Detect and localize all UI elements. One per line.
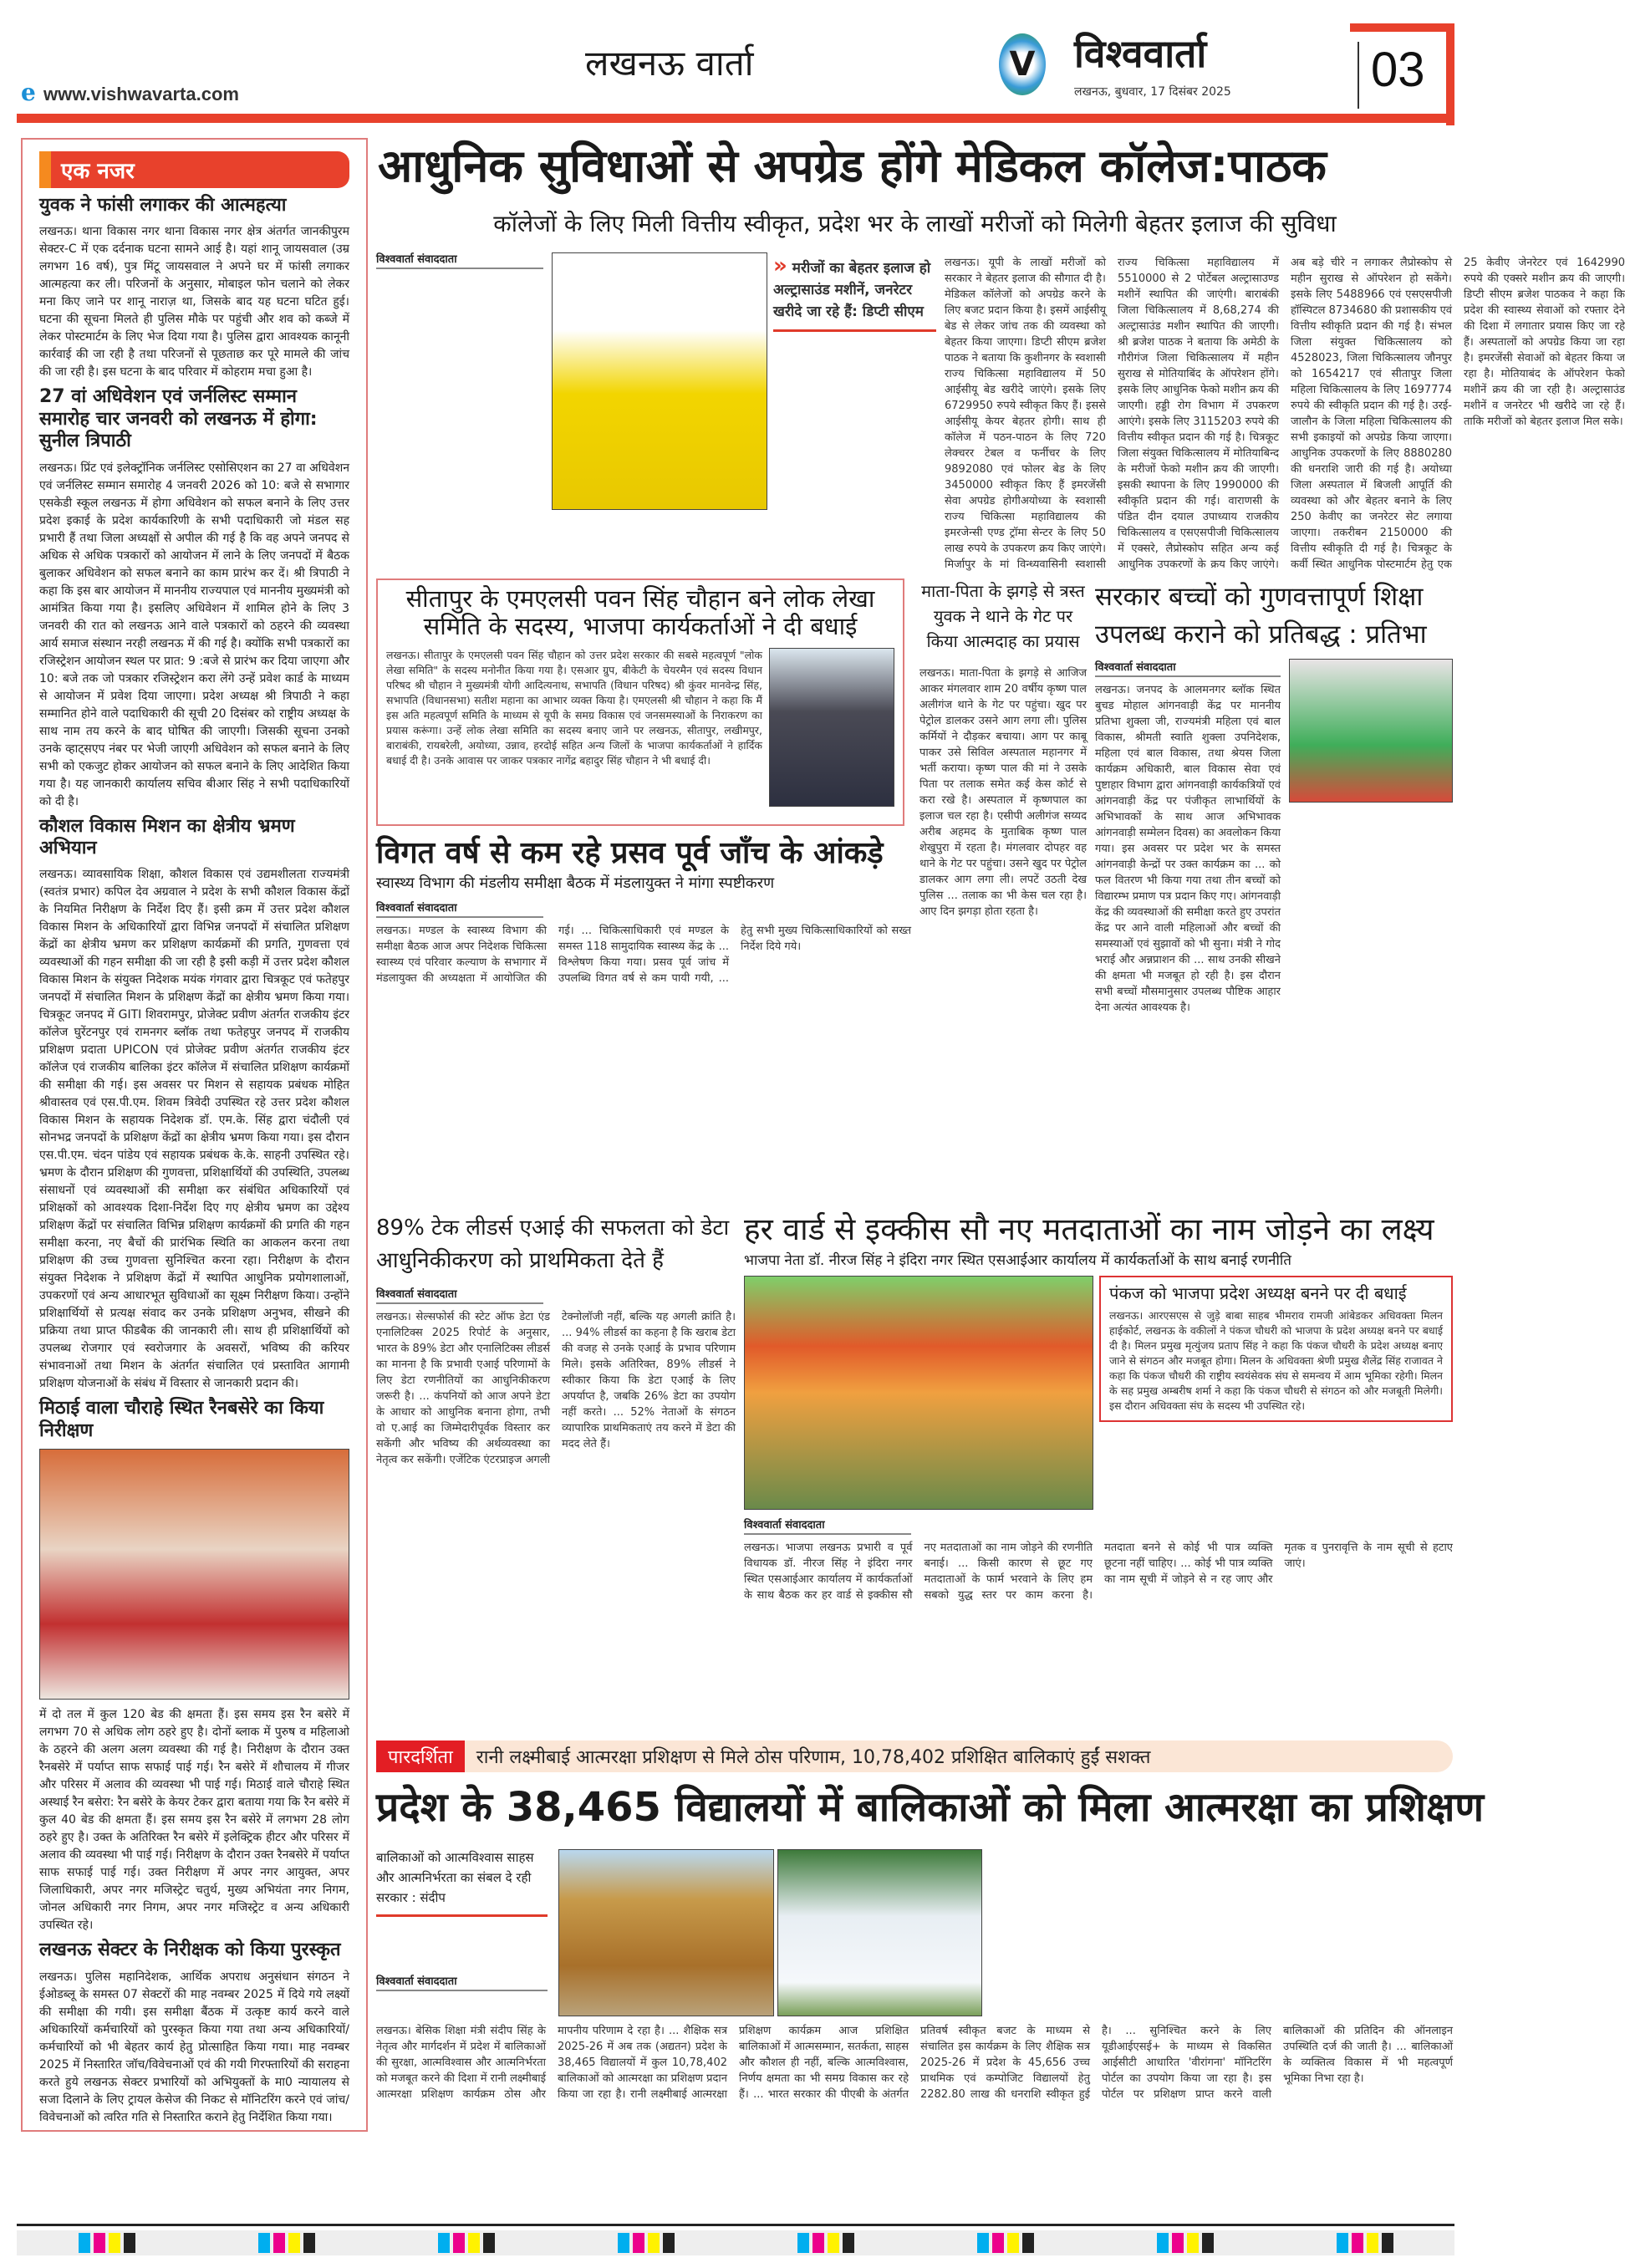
header-rule: [17, 114, 1454, 123]
transparency-banner: [376, 1740, 1453, 1772]
website-logo-icon: e: [21, 79, 36, 106]
story-headline: मिठाई वाला चौराहे स्थित रैनबसेरे का किया निरीक्षण: [39, 1398, 324, 1441]
cmyk-marks: [258, 2233, 315, 2253]
lead-body: लखनऊ। यूपी के लाखों मरीजों को सरकार ने बेहतर इलाज की सौगात दी है। मेडिकल कॉलेजों को अपग्रेड करने के लिए बजट प्रदान किया है। इसमें आईसीयू बेड से लेकर जांच तक की व्यवस्था को बेहतर किया जाएगा। डिप्टी सीएम ब्रजेश पाठक ने बताया कि कुशीनगर के स्वशासी राज्य चिकित्सा महाविद्यालय में 50 आईसीयू बेड खरीदे जाएंगे। इसके लिए 6729950 रुपये स्वीकृत किए हैं। इससे आईसीयू केयर बेहतर होगी। साथ ही कॉलेज में पठन-पाठन के लिए 720 लेक्चरर टेबल व फर्नीचर के लिए 9892080 एवं फोलर बेड के लिए 3450000 स्वीकृत किए हैं इमरजेंसी सेवा अपग्रेड होगीअयोध्या के स्वशासी राज्य चिकित्सा महाविद्यालय की इमरजेन्सी एण्ड ट्रॉमा सेन्टर के लिए 50 लाख रुपये के उपकरण क्रय किए जाएंगे। मिर्जापुर के मां विन्ध्यवासिनी स्वशासी राज्य चिकित्सा महाविद्यालय में 5510000 से 2 पोर्टेबल अल्ट्रासाउण्ड मशीनें स्थापित की जाएंगी। बाराबंकी जिला चिकित्सालय में 8,68,274 की अल्ट्रासाउंड मशीन स्थापित की जाएगी। श्री ब्रजेश पाठक ने बताया कि अमेठी के गौरीगंज जिला चिकित्सालय में महीन सुराख से मोतियाबिंद के ऑपरेशन होंगे। इसके लिए आधुनिक फेको मशीन क्रय की जाएगी। हड्डी रोग विभाग में उपकरण आएंगे। इसके लिए 3115203 रुपये की वित्तीय स्वीकृत प्रदान की गई है। चित्रकूट जिला संयुक्त चिकित्सालय में मोतियाबिन्द के मरीजों फेको मशीन क्रय की जाएगी। इसकी स्थापना के लिए 1990000 की स्वीकृति प्रदान की गई। वाराणसी के पंडित दीन दयाल उपाध्याय राजकीय चिकित्सालय व एसएसपीजी चिकित्सालय में एक्सरे, लैप्रोस्कोप सहित अन्य कई आधुनिक उपकरणों के क्रय किए जाएंगे। अब बड़े चीरे न लगाकर लैप्रोस्कोप से महीन सुराख से ऑपरेशन हो सकेंगे। इसके लिए 5488966 एवं एसएसपीजी हॉस्पिटल 8734680 की प्रशासकीय एवं वित्तीय स्वीकृति प्रदान की गई है। संभल जिला संयुक्त चिकित्सालय को 4528023, जिला चिकित्सालय जौनपुर को 1654217 एवं सीतापुर जिला महिला चिकित्सालय के लिए 1697774 रुपये की स्वीकृति प्रदान की गई है। उरई-जालौन के जिला महिला चिकित्सालय की सभी इकाइयों को अपग्रेड किया जाएगा। आधुनिक उपकरणों के लिए 8880280 की धनराशि जारी की गई है। अयोध्या जिला अस्पताल में बिजली आपूर्ति की व्यवस्था को और बेहतर बनाने के लिए 250 केवीए का जनरेटर सेट लगाया जाएगा। तकरीबन 2150000 की वित्तीय स्वीकृति दी गई है। चित्रकूट के कर्वी स्थित आधुनिक पोस्टमार्टम हेतु एक 25 केवीए जेनरेटर एवं 1642990 रुपये की एक्सरे मशीन क्रय की जाएगी। डिप्टी सीएम ब्रजेश पाठकव ने कहा कि प्रदेश की स्वास्थ्य सेवाओं को रफ्तार देने की दिशा में लगातार प्रयास किए जा रहे हैं। अस्पतालों को अपग्रेड किया जा रहा है। इमरजेंसी सेवाओं को बेहतर किया ज रहा है। मोतियाबंद के ऑपरेशन फेको मशीनें क्रय की जा रही है। अल्ट्रासाउंड मशीनें व जनरेटर भी खरीदे जा रहे हैं। ताकि मरीजों को बेहतर इलाज मिल सके।: [945, 257, 1625, 571]
color-registration-strip: [17, 2230, 1454, 2255]
dateline: लखनऊ, बुधवार, 17 दिसंबर 2025: [1074, 85, 1231, 99]
prenatal-story: [376, 836, 911, 1204]
byline: विश्ववार्ता संवाददाता: [376, 900, 543, 918]
sitapur-body: लखनऊ। सीतापुर के एमएलसी पवन सिंह चौहान को उत्तर प्रदेश सरकार की सबसे महत्वपूर्ण "लोक लेखा समिति" के सदस्य मनोनीत किया गया है। एसआर ग्रुप, बीकेटी के चेयरमैन एवं सदस्य विधान परिषद श्री चौहान ने मुख्यमंत्री योगी आदित्यनाथ, सभापति (विधान परिषद) श्री कुंवर मानवेन्द्र सिंह, सभापति (विधानसभा) सतीश महाना का आभार व्यक्त किया है। एमएलसी श्री चौहान ने कहा कि मैं इस अति महत्वपूर्ण समिति के माध्यम से यूपी के समग्र विकास एवं जनसमस्याओं के निराकरण का प्रयास करूंगा। उन्हें लोक लेखा समिति का सदस्य बनाए जाने पर लखनऊ, सीतापुर, लखीमपुर, बाराबंकी, रायबरेली, अयोध्या, उन्नाव, हरदोई सहित अन्य जिलों के भाजपा कार्यकर्ताओं ने हार्दिक बधाई दी है। उनके आवास पर जाकर पत्रकार नागेंद्र बहादुर सिंह चौहान ने भी बधाई दी।: [386, 648, 762, 767]
deputy-cm-photo: [552, 252, 767, 510]
voters-headline: हर वार्ड से इक्कीस सौ नए मतदाताओं का नाम जोड़ने का लक्ष्य: [744, 1211, 1434, 1247]
pankaj-body: लखनऊ। आरएसएस से जुड़े बाबा साहब भीमराव रामजी आंबेडकर अधिवक्ता मिलन हाईकोर्ट, लखनऊ के वकीलों ने पंकज चौधरी को भाजपा के प्रदेश अध्यक्ष बनने पर बधाई दी है। मिलन प्रमुख मृत्युंजय प्रताप सिंह ने कहा कि पंकज चौधरी के प्रदेश अध्यक्ष बनाए जाने से संगठन और मजबूत होगा। मिलन के अधिवक्ता श्रेणी प्रमुख शैलेंद्र सिंह राजावत ने कहा कि पंकज चौधरी की राष्ट्रीय स्वयंसेवक संघ से समन्वय में आम भूमिका रहेगी। मिलन के सह प्रमुख अम्बरीष शर्मा ने कहा कि पंकज चौधरी से संगठन को और मजबूती मिलेगी। इस दौरान अधिवक्ता संघ के सदस्य भी उपस्थित रहे।: [1109, 1309, 1443, 1413]
cmyk-marks: [438, 2233, 495, 2253]
pratibha-headline: सरकार बच्चों को गुणवत्तापूर्ण शिक्षा उपलब्ध कराने को प्रतिबद्ध : प्रतिभा: [1095, 582, 1427, 650]
story-body: में दो तल में कुल 120 बेड की क्षमता हैं। इस समय इस रैन बसेरे में लगभग 70 से अधिक लोग ठहरे हुए है। दोनों ब्लाक में पुरुष व महिलाओ के ठहरने की अलग अलग व्यवस्था की गई है। निरीक्षण के दौरान उक्त रैनबसेरे में पर्याप्त साफ सफाई पाई गई। रैन बसेरे में शौचालय में गीजर और परिसर में अलाव की व्यवस्था भी पाई गई। मिठाई वाले चौराहे स्थित अस्थाई रैन बसेरा: रैन बसेरे के केयर टेकर द्वारा बताया गया कि रैन बसेरे में कुल 40 बेड की क्षमता हैं। इस समय इस रैन बसेरे में लगभग 28 लोग ठहरे हुए है। उक्त के अतिरिक्त रैन बसेरे में इलेक्ट्रिक हीटर और परिसर में अलाव की व्यवस्था भी पाई गई। निरीक्षण के दौरान उक्त रैनबसेरे में पर्याप्त साफ सफाई पाई गई। उक्त निरीक्षण में अपर नगर आयुक्त, अपर जिलाधिकारी, अपर नगर मजिस्ट्रेट चतुर्थ, मुख्य अभियंता नगर निगम, जोनल अधिकारी नगर निगम, अपर नगर मजिस्ट्रेट व अन्य अधिकारी उपस्थित रहे।: [39, 1708, 349, 1933]
selfdefense-byline-block: [376, 1973, 548, 1996]
selfdefense-body: लखनऊ। बेसिक शिक्षा मंत्री संदीप सिंह के नेतृत्व और मार्गदर्शन में प्रदेश में बालिकाओं की सुरक्षा, आत्मविश्वास और आत्मनिर्भरता को मजबूत करने की दिशा में रानी लक्ष्मीबाई आत्मरक्षा प्रशिक्षण कार्यक्रम ठोस और मापनीय परिणाम दे रहा है। ... शैक्षिक सत्र 2025-26 में अब तक (अद्यतन) प्रदेश के 38,465 विद्यालयों में कुल 10,78,402 बालिकाओं को आत्मरक्षा का प्रशिक्षण प्रदान किया जा रहा है। रानी लक्ष्मीबाई आत्मरक्षा प्रशिक्षण कार्यक्रम आज प्रशिक्षित बालिकाओं में आत्मसम्मान, सतर्कता, साहस और कौशल ही नहीं, बल्कि आत्मविश्वास, निर्णय क्षमता का भी समग्र विकास कर रहे हैं। ... भारत सरकार की पीएबी के अंतर्गत प्रतिवर्ष स्वीकृत बजट के माध्यम से संचालित इस कार्यक्रम के लिए शैक्षिक सत्र 2025-26 में प्रदेश के 45,656 उच्च प्राथमिक एवं कम्पोजिट विद्यालयों हेतु 2282.80 लाख की धनराशि स्वीकृत हुई है। ... सुनिश्चित करने के लिए यूडीआईएसई+ के माध्यम से विकसित आईसीटी आधारित 'वीरांगना' मॉनिटरिंग पोर्टल का उपयोग किया जा रहा है। इस पोर्टल पर प्रशिक्षण प्राप्त करने वाली बालिकाओं की प्रतिदिन की ऑनलाइन उपस्थिति दर्ज की जाती है। ... बालिकाओं के व्यक्तित्व विकास में भी महत्वपूर्ण भूमिका निभा रहा है।: [376, 2025, 1453, 2101]
immolation-body: लखनऊ। माता-पिता के झगड़े से आजिज आकर मंगलवार शाम 20 वर्षीय कृष्ण पाल अलीगंज थाने के गेट पर पहुंचा। खुद पर पेट्रोल डालकर उसने आग लगा ली। पुलिस कर्मियों ने दौड़कर बचाया। आग पर काबू पाकर उसे सिविल अस्पताल महानगर में भर्ती कराया। कृष्ण पाल की मां ने उसके पिता पर तलाक समेत कई केस कोर्ट से करा रखे है। अस्पताल में कृष्णपाल का इलाज चल रहा है। एसीपी अलीगंज सय्यद अरीब अहमद के मुताबिक कृष्ण पाल शेखुपुरा में रहता है। मंगलवार दोपहर वह थाने के गेट पर पहुंचा। उसने खुद पर पेट्रोल डालकर आग लगा ली। लपटें उठती देख पुलिस ... तलाक का भी केस चल रहा है। आए दिन झगड़ा होता रहता है।: [919, 667, 1087, 918]
page-number: 03: [1371, 43, 1425, 97]
lead-pullquote: » मरीजों का बेहतर इलाज हो अल्ट्रासाउंड मशीनें, जनरेटर खरीदे जा रहे हैं: डिप्टी सीएम: [773, 255, 936, 332]
pratibha-body: लखनऊ। जनपद के आलमनगर ब्लॉक स्थित बुचड मोहाल आंगनवाड़ी केंद्र पर माननीय प्रतिभा शुक्ला जी, राज्यमंत्री महिला एवं बाल विकास, श्रीमती स्वाति शुक्ला उपनिदेशक, महिला एवं बाल विकास, तथा श्रेयस जिला कार्यक्रम अधिकारी, बाल विकास सेवा एवं पुष्टाहार विभाग द्वारा आंगनवाड़ी कार्यकत्रियों एवं आंगनवाड़ी केंद्र पर पंजीकृत लाभार्थियों के अभिभावकों के साथ आज अभिभावक आंगनवाड़ी सम्मेलन दिवस) का अवलोकन किया गया। इस अवसर पर प्रदेश भर के समस्त आंगनवाड़ी केन्द्रों पर उक्त कार्यक्रम का ... को फल वितरण भी किया गया तथा तीन बच्चों को विद्यारम्भ प्रमाण पत्र प्रदान किए गए। आंगनवाड़ी केंद्र की व्यवस्थाओं की समीक्षा करते हुए उपरांत केंद्र पर आने वाली महिलाओं और बच्चों की समस्याओं एवं सुझावों को भी सुना। मंत्री ने गोद भराई और अन्नप्राशन की ... साथ उनकी सीखने की क्षमता भी मजबूत हो रही है। इस दौरान सभी बच्चों मौसमानुसार उपलब्ध पौष्टिक आहार देना अत्यंत आवश्यक है।: [1095, 683, 1281, 1014]
pankaj-box: [1099, 1276, 1453, 1422]
pankaj-headline: पंकज को भाजपा प्रदेश अध्यक्ष बनने पर दी बधाई: [1109, 1283, 1407, 1304]
sitapur-box: [376, 578, 904, 826]
cmyk-marks: [79, 2233, 135, 2253]
immolation-story: [919, 578, 1087, 1180]
voters-story: [744, 1212, 1453, 1726]
cmyk-marks: [1157, 2233, 1214, 2253]
byline: विश्ववार्ता संवाददाता: [744, 1516, 911, 1535]
lead-subheadline: कॉलेजों के लिए मिली वित्तीय स्वीकृत, प्रदेश भर के लाखों मरीजों को मिलेगी बेहतर इलाज की सुविधा: [493, 210, 1337, 237]
lead-byline-block: [376, 251, 543, 274]
story-body: लखनऊ। पुलिस महानिदेशक, आर्थिक अपराध अनुसंधान संगठन ने ईओडब्लू के समस्त 07 सेक्टरों की माह नवम्बर 2025 में दिये गये लक्ष्यों की समीक्षा की गयी। इस समीक्षा बैंठक में उत्कृष्ट कार्य करने वाले अधिकारियों कर्मचारियों को पुरस्कृत किया गया तथा अन्य अधिकारियों/कर्मचारियों को भी बेहतर कार्य हेतु प्रोत्साहित किया गया। माह नवम्बर 2025 में निस्तारित जॉच/विवेचनाओं एवं की गयी गिरफ्तारियों की सराहना करते हुये लखनऊ सेक्टर प्रभारियों को अभियुक्तों के मा0 न्यायालय से सजा दिलाने के लिए ट्रायल केसेज की निकट से मॉनिटरिंग करने एवं जांच/विवेचनाओं को त्वरित गति से निस्तारित कराने हेतु निर्देशित किया गया।: [39, 1970, 349, 2124]
banner-text: रानी लक्ष्मीबाई आत्मरक्षा प्रशिक्षण से मिले ठोस परिणाम, 10,78,402 प्रशिक्षित बालिकाएं हुईं सशक्त: [476, 1747, 1151, 1768]
immolation-headline: माता-पिता के झगड़े से त्रस्त युवक ने थाने के गेट पर किया आत्मदाह का प्रयास: [921, 581, 1085, 651]
story-headline: 27 वां अधिवेशन एवं जर्नलिस्ट सम्मान समारोह चार जनवरी को लखनऊ में होगा: सुनील त्रिपाठी: [39, 386, 318, 452]
story-body: लखनऊ। व्यावसायिक शिक्षा, कौशल विकास एवं उद्यमशीलता राज्यमंत्री (स्वतंत्र प्रभार) कपिल देव अग्रवाल ने प्रदेश के सभी कौशल विकास केंद्रों के नियमित निरीक्षण के निर्देश दिए हैं। इसी क्रम में उत्तर प्रदेश कौशल विकास मिशन के अधिकारियों द्वारा विभिन्न जनपदों में संचालित प्रशिक्षण केंद्रों का क्षेत्रीय भ्रमण कर प्रशिक्षण कार्यक्रमों की प्रगति, गुणवत्ता एवं व्यवस्थाओं की गहन समीक्षा की जा रही है इसी कड़ी में उत्तर प्रदेश कौशल विकास मिशन के संयुक्त निदेशक मयंक गंगवार द्वारा चित्रकूट एवं फतेहपुर जनपदों में संचालित मिशन के प्रशिक्षण केंद्रों का क्षेत्रीय भ्रमण किया गया। चित्रकूट जनपद में GITI शिवरामपुर, प्रोजेक्ट प्रवीण अंतर्गत राजकीय इंटर कॉलेज घुरेंटनपुर एवं रामनगर ब्लॉक तथा फतेहपुर जनपद में राजकीय प्रशिक्षण प्रदाता UPICON एवं प्रोजेक्ट प्रवीण अंतर्गत राजकीय इंटर कॉलेज एवं राजकीय बालिका इंटर कॉलेज में संचालित प्रशिक्षण कार्यक्रमों की समीक्षा की गई। इस अवसर पर मिशन से सहायक प्रबंधक मोहित श्रीवास्तव एवं एस.पी.एम. शिवम त्रिवेदी उपस्थित रहे उत्तर प्रदेश कौशल विकास मिशन के सहायक निदेशक डॉ. एम.के. सिंह द्वारा चंदौली एवं सोनभद्र जनपदों के प्रशिक्षण केंद्रों का क्षेत्रीय भ्रमण किया गया। इस दौरान एस.पी.एम. चंदन पांडेय एवं सहायक प्रबंधक के.के. साहनी उपस्थित रहे। भ्रमण के दौरान प्रशिक्षण की गुणवत्ता, प्रशिक्षार्थियों की उपस्थिति, उपलब्ध संसाधनों एवं व्यवस्थाओं की समीक्षा कर संबंधित अधिकारियों एवं प्रशिक्षकों को आवश्यक दिशा-निर्देश दिए गए क्षेत्रीय भ्रमण का उद्देश्य प्रशिक्षण केंद्रों पर संचालित विभिन्न प्रशिक्षण कार्यक्रमों की प्रगति की गहन समीक्षा करना, नए बैचों की प्रारंभिक स्थिति का आकलन करना तथा प्रशिक्षण की उच्च गुणवत्ता सुनिश्चित करना रहा। निरीक्षण के दौरान संयुक्त निदेशक ने प्रशिक्षण केंद्रों में स्थापित आधुनिक प्रयोगशालाओं, उपकरणों एवं अन्य आधारभूत सुविधाओं का सूक्ष्म निरीक्षण किया। उन्होंने प्रशिक्षार्थियों से प्रत्यक्ष संवाद कर उनके प्रशिक्षण अनुभव, सीखने की प्रक्रिया तथा प्राप्त फीडबैक की जानकारी ली। साथ ही प्रशिक्षार्थियों को उपलब्ध रोजगार एवं स्वरोजगार के अवसरों, भविष्य की करियर संभावनाओं तथा मिशन के अंतर्गत संचालित एवं प्रस्तावित आगामी प्रशिक्षण योजनाओं के संबंध में विस्तार से जानकारी प्रदान की।: [39, 868, 349, 1391]
brand-name: विश्ववार्ता: [1074, 31, 1207, 76]
selfdefense-pullquote: बालिकाओं को आत्मविश्वास साहस और आत्मनिर्भरता का संबल दे रही सरकार : संदीप: [376, 1848, 548, 1917]
prenatal-subheadline: स्वास्थ्य विभाग की मंडलीय समीक्षा बैठक में मंडलायुक्त ने मांगा स्पष्टीकरण: [376, 874, 775, 893]
cmyk-marks: [977, 2233, 1034, 2253]
website-url: www.vishwavarta.com: [43, 84, 239, 104]
byline: विश्ववार्ता संवाददाता: [376, 1973, 548, 1991]
banner-tag: पारदर्शिता: [376, 1740, 465, 1772]
sitapur-headline: सीतापुर के एमएलसी पवन सिंह चौहान बने लोक लेखा समिति के सदस्य, भाजपा कार्यकर्ताओं ने दी बधाई: [405, 584, 875, 641]
story-body: लखनऊ। प्रिंट एवं इलेक्ट्रॉनिक जर्नलिस्ट एसोसिएशन का 27 वा अधिवेशन एवं जर्नलिस्ट सम्मान समारोह 4 जनवरी 2026 को 10: बजे से सभागार एसकेडी स्कूल लखनऊ में होगा अधिवेशन को सफल बनाने के लिए उत्तर प्रदेश इकाई के प्रदेश कार्यकारिणी के सभी पदाधिकारी जो मंडल सह प्रभारी हैं तथा जिला अध्यक्षों से अपील की गई है कि वह अपने जनपद से अधिक से अधिक पत्रकारों को आयोजन में लाने के लिए जनपदों में बैठक बुलाकर अधिवेशन को सफल बनाने का काम प्रारंभ कर दें। श्री त्रिपाठी ने कहा कि इस बार आयोजन में माननीय राज्यपाल एवं माननीय मुख्यमंत्री को आमंत्रित किया गया है। इसलिए अधिवेशन में शामिल होने के लिए 3 जनवरी की रात को लखनऊ आने वाले पत्रकारों को ठहरने की व्यवस्था आर्य समाज संस्थान नरही लखनऊ में की गई है। क्योंकि सभी पत्रकारों का रजिस्ट्रेशन आयोजन स्थल पर प्रात: 9 :बजे से प्रारंभ कर दिया जाएगा और 10: बजे तक जो पत्रकार रजिस्ट्रेशन करा लेंगे उन्हें प्रवेश कार्ड के माध्यम से आयोजन में प्रवेश दिया जाएगा। प्रदेश अध्यक्ष श्री त्रिपाठी ने कहा सम्मानित होने वाले पदाधिकारी की सूची 20 दिसंबर को राष्ट्रीय अध्यक्ष के साथ नाम तय करने के बाद घोषित की जाएगी। जिसकी सूचना उनको उनके व्हाट्सएप नंबर पर भेजी जाएगी अधिवेशन को सफल बनाने के लिए सभी को एकजुट होकर आयोजन को सफल बनाने के लिए आदेशित किया गया है। यह जानकारी कार्यालय सचिव बीआर सिंह ने सभी पदाधिकारियों को दी है।: [39, 461, 349, 808]
prenatal-body: लखनऊ। मण्डल के स्वास्थ्य विभाग की समीक्षा बैठक आज अपर निदेशक चिकित्सा स्वास्थ्य एवं परिवार कल्याण के सभागार में मंडलायुक्त की अध्यक्षता में आयोजित की गई। ... चिकित्साधिकारी एवं मण्डल के समस्त 118 सामुदायिक स्वास्थ्य केंद्र के ... विश्लेषण किया गया। प्रसव पूर्व जांच में उपलब्धि विगत वर्ष से कम पायी गयी, ... हेतु सभी मुख्य चिकित्साधिकारियों को सख्त निर्देश दिये गये।: [376, 925, 911, 986]
bjp-meeting-photo: [744, 1276, 1093, 1510]
byline: विश्ववार्ता संवाददाता: [376, 1286, 543, 1304]
cmyk-marks: [618, 2233, 675, 2253]
school-photo: [558, 1849, 774, 2016]
voters-body: लखनऊ। भाजपा लखनऊ प्रभारी व पूर्व विधायक डॉ. नीरज सिंह ने इंदिरा नगर स्थित एसआईआर कार्यालय में कार्यकर्ताओं के साथ बैठक कर हर वार्ड से इक्कीस सौ नए मतदाताओं का नाम जोड़ने की रणनीति बनाई। ... किसी कारण से छूट गए मतदाताओं के फार्म भरवाने के लिए हम सबको युद्ध स्तर पर काम करना है। मतदाता बनने से कोई भी पात्र व्यक्ति छूटना नहीं चाहिए। ... कोई भी पात्र व्यक्ति का नाम सूची में जोड़ने से न रह जाए और मृतक व पुनरावृत्ति के नाम सूची से हटाए जाएं।: [744, 1542, 1453, 1603]
story-body: लखनऊ। थाना विकास नगर थाना विकास नगर क्षेत्र अंतर्गत जानकीपुरम सेक्टर-C में एक दर्दनाक घटना सामने आई है। यहां शानू जायसवाल (उम्र लगभग 16 वर्ष), पुत्र मिंटू जायसवाल ने अपने घर में फांसी लगाकर आत्महत्या कर ली। परिजनों के अनुसार, मोबाइल फोन चलाने को लेकर मना किए जाने पर शानू नाराज़ था, जिसके बाद यह घटना घटित हुई। घटना की सूचना मिलते ही पुलिस मौके पर पहुंची और शव को कब्जे में लेकर पोस्टमार्टम के लिए भेज दिया गया है। पुलिस द्वारा आवश्यक कानूनी कार्रवाई की जा रही है तथा परिजनों से पूछताछ कर पूरे मामले की जांच की जा रही है। इस घटना के बाद परिवार में कोहराम मचा हुआ है।: [39, 225, 349, 380]
section-title: लखनऊ वार्ता: [585, 43, 754, 84]
cmyk-marks: [797, 2233, 854, 2253]
selfdefense-headline: प्रदेश के 38,465 विद्यालयों में बालिकाओं को मिला आत्मरक्षा का प्रशिक्षण: [376, 1784, 1485, 1831]
story-headline: लखनऊ सेक्टर के निरीक्षक को किया पुरस्कृत: [39, 1939, 341, 1961]
ek-nazar-tag: एक नजर: [39, 151, 349, 188]
byline: विश्ववार्ता संवाददाता: [1095, 659, 1281, 677]
minister-photo: [1289, 659, 1453, 803]
story-headline: कौशल विकास मिशन का क्षेत्रीय भ्रमण अभियान: [39, 815, 295, 859]
lead-headline: आधुनिक सुविधाओं से अपग्रेड होंगे मेडिकल कॉलेज:पाठक: [378, 140, 1327, 192]
story-headline: युवक ने फांसी लगाकर की आत्महत्या: [39, 195, 287, 216]
ai-story: [376, 1212, 736, 1726]
ek-nazar-sidebar: [21, 138, 368, 2132]
mlc-greeting-photo: [769, 648, 894, 807]
brand-logo-icon: V: [999, 33, 1046, 95]
rain-shelter-photo: [39, 1449, 349, 1700]
byline: विश्ववार्ता संवाददाता: [376, 251, 543, 269]
pratibha-story: [1095, 578, 1453, 1180]
footer-rule: [17, 2224, 1454, 2226]
voters-subheadline: भाजपा नेता डॉ. नीरज सिंह ने इंदिरा नगर स्थित एसआईआर कार्यालय में कार्यकर्ताओं के साथ बनाई रणनीति: [744, 1251, 1291, 1269]
ai-body: लखनऊ। सेल्सफोर्स की स्टेट ऑफ डेटा एंड एनालिटिक्स 2025 रिपोर्ट के अनुसार, भारत के 89% डेटा और एनालिटिक्स लीडर्स का मानना है कि प्रभावी एआई परिणामों के लिए डेटा रणनीतियों का आधुनिकीकरण जरूरी है। ... कंपनियों को आज अपने डेटा के आधार को आधुनिक बनाना होगा, तभी वो ए.आई का जिम्मेदारीपूर्वक विस्तार कर सकेंगी और भविष्य की अर्थव्यवस्था का नेतृत्व कर सकेंगी। एजेंटिक एंटरप्राइज अगली टेक्नोलॉजी नहीं, बल्कि यह अगली क्रांति है। ... 94% लीडर्स का कहना है कि खराब डेटा की वजह से उनके एआई के प्रभाव परिणाम मिले। इसके अतिरिक्त, 89% लीडर्स ने स्वीकार किया कि डेटा एआई के लिए अपर्याप्त है, जबकि 26% डेटा का उपयोग नहीं करते। ... 52% नेताओं के संगठन व्यापारिक प्राथमिकताएं तय करने में डेटा की मदद लेते हैं।: [376, 1311, 736, 1466]
prenatal-headline: विगत वर्ष से कम रहे प्रसव पूर्व जाँच के आंकड़े: [376, 836, 884, 870]
ai-headline: 89% टेक लीडर्स एआई की सफलता को डेटा आधुनिकीकरण को प्राथमिकता देते हैं: [376, 1216, 730, 1273]
cmyk-marks: [1337, 2233, 1393, 2253]
page-number-divider: [1358, 42, 1359, 109]
karate-girls-photo: [777, 1849, 982, 2016]
